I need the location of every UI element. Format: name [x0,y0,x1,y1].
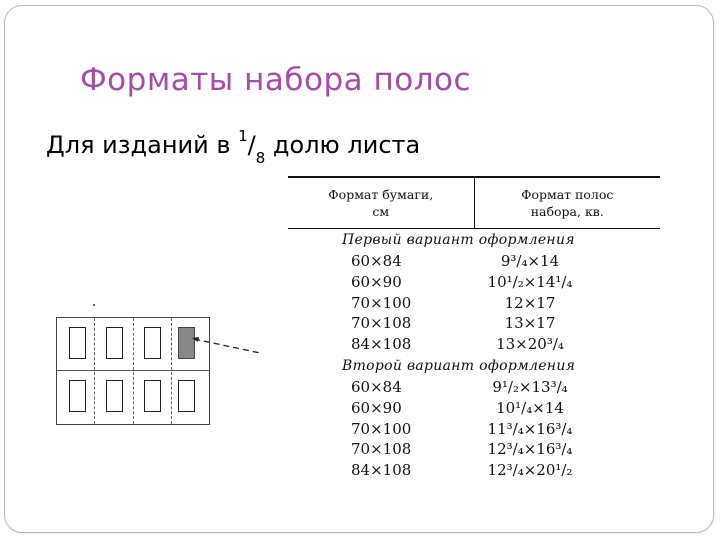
table-header [288,178,660,228]
fold-line [133,318,134,424]
page-block [69,327,86,359]
format-table [288,176,660,481]
table-row: 84×108 12³/₄×20¹/₂ [351,461,573,480]
stray-dot [93,304,95,306]
fold-line [171,318,172,424]
fold-line-horizontal [57,370,209,371]
page-block [144,380,161,412]
slide-subtitle [46,127,421,167]
table-row: 70×100 12×17 [351,293,556,312]
subtitle-prefix: Для изданий в [46,131,239,159]
sheet-diagram [56,317,210,425]
table-row: 60×84 9³/₄×14 [351,252,560,270]
slide-title: Форматы набора полос [80,62,472,98]
page-block [144,327,161,359]
table-row: 60×90 10¹/₄×14 [351,398,564,417]
subtitle-slash: / [247,131,256,159]
page-block [106,327,123,359]
table-row: 60×90 10¹/₂×14¹/₄ [351,272,573,291]
table-row: 70×108 12³/₄×16³/₄ [351,440,573,459]
fold-line [94,318,95,424]
section-title-second: Второй вариант оформления [342,357,576,374]
page-block [178,380,195,412]
page-block [106,380,123,412]
table-row: 84×108 13×20³/₄ [351,335,564,354]
header-paper-format: Формат бумаги, см [328,187,434,219]
section-title-first: Первый вариант оформления [342,232,575,248]
page-block [69,380,86,412]
subtitle-denominator: 8 [255,148,266,167]
subtitle-suffix: долю листа [265,131,421,159]
table-row: 70×100 11³/₄×16³/₄ [351,419,573,438]
header-page-format: Формат полос набора, кв. [474,178,661,228]
pointer-arrow [190,325,270,365]
table-row: 70×108 13×17 [351,314,556,333]
subtitle-numerator: 1 [238,127,248,145]
table-row: 60×84 9¹/₂×13³/₄ [351,377,568,396]
